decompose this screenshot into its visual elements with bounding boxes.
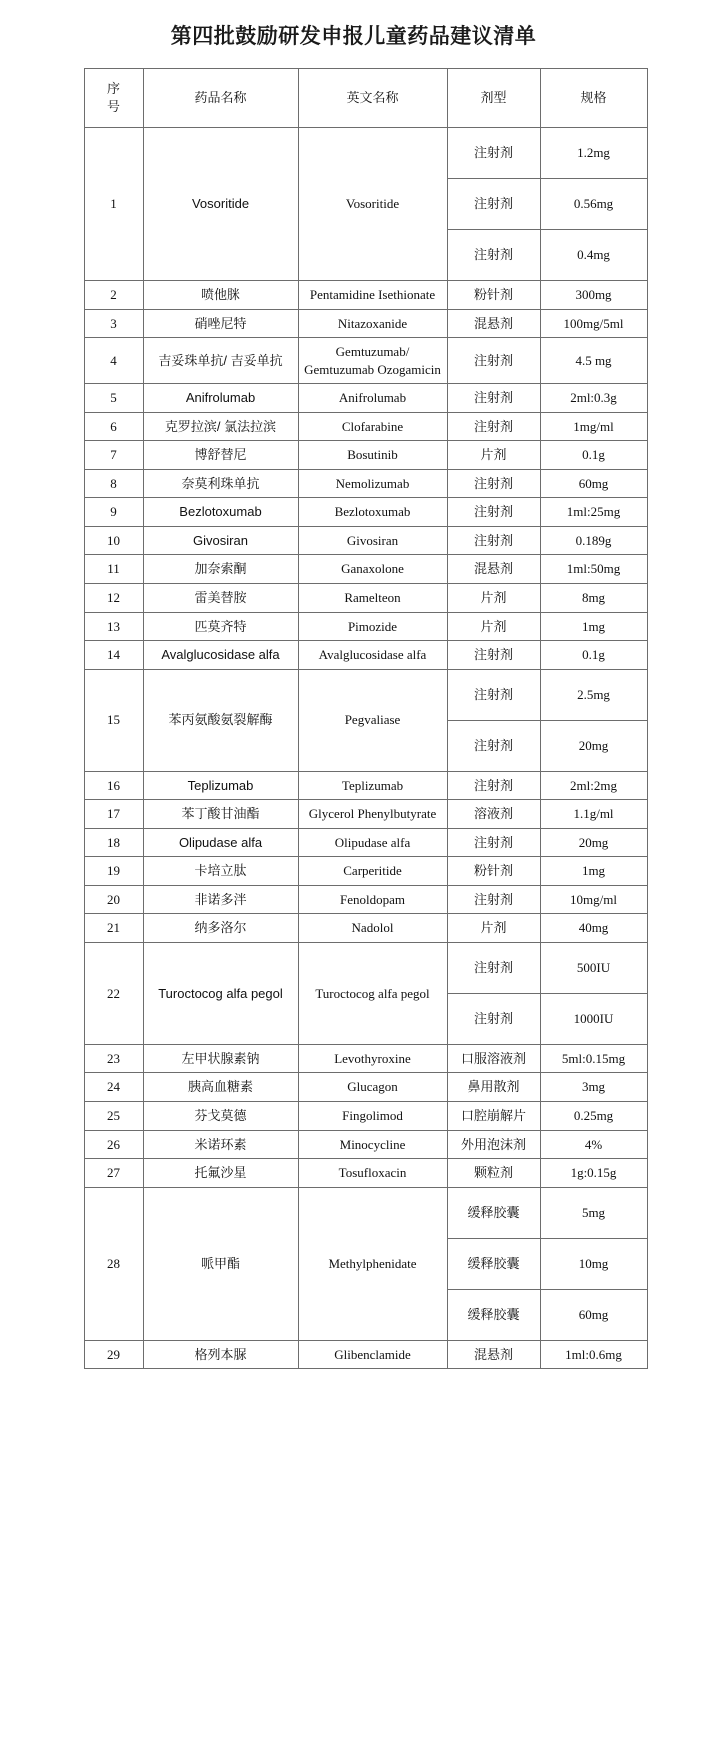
- cell-specification: 100mg/5ml: [540, 309, 647, 338]
- table-row: [84, 1073, 647, 1102]
- cell-cn-name: 博舒替尼: [143, 441, 298, 470]
- cell-cn-name: 哌甲酯: [143, 1187, 298, 1340]
- cell-dosage-form: 注射剂: [447, 526, 540, 555]
- cell-dosage-form: 缓释胶囊: [447, 1289, 540, 1340]
- cell-cn-name: 苯丁酸甘油酯: [143, 800, 298, 829]
- cell-en-name: Carperitide: [298, 857, 447, 886]
- cell-dosage-form: 缓释胶囊: [447, 1187, 540, 1238]
- cell-en-name: Nadolol: [298, 914, 447, 943]
- cell-specification: 300mg: [540, 281, 647, 310]
- column-header-no-line2: 号: [107, 99, 121, 114]
- cell-en-name: Givosiran: [298, 526, 447, 555]
- cell-dosage-form: 颗粒剂: [447, 1159, 540, 1188]
- cell-no: 22: [84, 942, 143, 1044]
- cell-dosage-form: 注射剂: [447, 720, 540, 771]
- cell-no: 6: [84, 412, 143, 441]
- cell-cn-name: 克罗拉滨/ 氯法拉滨: [143, 412, 298, 441]
- cell-cn-name: Turoctocog alfa pegol: [143, 942, 298, 1044]
- cell-specification: 20mg: [540, 720, 647, 771]
- cell-dosage-form: 注射剂: [447, 828, 540, 857]
- table-row: [84, 384, 647, 413]
- cell-dosage-form: 片剂: [447, 914, 540, 943]
- cell-specification: 0.189g: [540, 526, 647, 555]
- cell-no: 10: [84, 526, 143, 555]
- cell-cn-name: 米诺环素: [143, 1130, 298, 1159]
- cell-dosage-form: 注射剂: [447, 179, 540, 230]
- cell-en-name: Minocycline: [298, 1130, 447, 1159]
- cell-no: 16: [84, 771, 143, 800]
- table-row: [84, 584, 647, 613]
- table-header-row: [84, 69, 647, 128]
- cell-no: 19: [84, 857, 143, 886]
- cell-specification: 1.1g/ml: [540, 800, 647, 829]
- table-row: [84, 1340, 647, 1369]
- table-row: [84, 1159, 647, 1188]
- cell-no: 21: [84, 914, 143, 943]
- column-header-dosage-form: 剂型: [447, 69, 540, 128]
- cell-dosage-form: 片剂: [447, 584, 540, 613]
- cell-specification: 20mg: [540, 828, 647, 857]
- cell-no: 17: [84, 800, 143, 829]
- table-row: [84, 942, 647, 993]
- cell-cn-name: Avalglucosidase alfa: [143, 641, 298, 670]
- cell-specification: 1mg/ml: [540, 412, 647, 441]
- cell-cn-name: Olipudase alfa: [143, 828, 298, 857]
- cell-dosage-form: 外用泡沫剂: [447, 1130, 540, 1159]
- table-header: [84, 69, 647, 128]
- cell-dosage-form: 片剂: [447, 441, 540, 470]
- table-row: [84, 1044, 647, 1073]
- cell-no: 8: [84, 469, 143, 498]
- table-row: [84, 1102, 647, 1131]
- cell-specification: 2ml:2mg: [540, 771, 647, 800]
- cell-dosage-form: 注射剂: [447, 498, 540, 527]
- cell-cn-name: 加奈索酮: [143, 555, 298, 584]
- cell-no: 29: [84, 1340, 143, 1369]
- cell-specification: 1.2mg: [540, 128, 647, 179]
- cell-dosage-form: 鼻用散剂: [447, 1073, 540, 1102]
- table-row: [84, 309, 647, 338]
- cell-no: 9: [84, 498, 143, 527]
- cell-dosage-form: 注射剂: [447, 641, 540, 670]
- cell-no: 3: [84, 309, 143, 338]
- cell-no: 24: [84, 1073, 143, 1102]
- cell-en-name: Ramelteon: [298, 584, 447, 613]
- cell-dosage-form: 溶液剂: [447, 800, 540, 829]
- cell-dosage-form: 粉针剂: [447, 281, 540, 310]
- cell-specification: 10mg: [540, 1238, 647, 1289]
- cell-en-name: Bezlotoxumab: [298, 498, 447, 527]
- cell-specification: 4%: [540, 1130, 647, 1159]
- table-row: [84, 828, 647, 857]
- cell-dosage-form: 注射剂: [447, 338, 540, 384]
- cell-no: 11: [84, 555, 143, 584]
- cell-cn-name: 雷美替胺: [143, 584, 298, 613]
- cell-specification: 1000IU: [540, 993, 647, 1044]
- cell-specification: 4.5 mg: [540, 338, 647, 384]
- table-row: [84, 641, 647, 670]
- cell-dosage-form: 注射剂: [447, 230, 540, 281]
- cell-en-name: Pimozide: [298, 612, 447, 641]
- cell-specification: 0.56mg: [540, 179, 647, 230]
- cell-cn-name: 硝唑尼特: [143, 309, 298, 338]
- cell-cn-name: 喷他脒: [143, 281, 298, 310]
- cell-no: 12: [84, 584, 143, 613]
- cell-specification: 2.5mg: [540, 669, 647, 720]
- cell-cn-name: 托氟沙星: [143, 1159, 298, 1188]
- cell-specification: 0.1g: [540, 441, 647, 470]
- cell-no: 7: [84, 441, 143, 470]
- cell-specification: 60mg: [540, 469, 647, 498]
- cell-en-name: Methylphenidate: [298, 1187, 447, 1340]
- cell-cn-name: 芬戈莫德: [143, 1102, 298, 1131]
- cell-no: 4: [84, 338, 143, 384]
- cell-en-name: Glycerol Phenylbutyrate: [298, 800, 447, 829]
- cell-en-name: Nitazoxanide: [298, 309, 447, 338]
- cell-no: 2: [84, 281, 143, 310]
- cell-specification: 1ml:50mg: [540, 555, 647, 584]
- cell-specification: 1mg: [540, 612, 647, 641]
- cell-dosage-form: 注射剂: [447, 384, 540, 413]
- cell-en-name: Levothyroxine: [298, 1044, 447, 1073]
- table-row: [84, 885, 647, 914]
- cell-en-name: Pegvaliase: [298, 669, 447, 771]
- page-title: 第四批鼓励研发申报儿童药品建议清单: [170, 25, 537, 48]
- cell-cn-name: Anifrolumab: [143, 384, 298, 413]
- table-row: [84, 771, 647, 800]
- cell-dosage-form: 混悬剂: [447, 309, 540, 338]
- cell-specification: 0.4mg: [540, 230, 647, 281]
- cell-specification: 1ml:25mg: [540, 498, 647, 527]
- table-row: [84, 800, 647, 829]
- cell-dosage-form: 混悬剂: [447, 1340, 540, 1369]
- cell-en-name: Avalglucosidase alfa: [298, 641, 447, 670]
- cell-specification: 60mg: [540, 1289, 647, 1340]
- cell-no: 18: [84, 828, 143, 857]
- cell-dosage-form: 注射剂: [447, 993, 540, 1044]
- cell-en-name: Pentamidine Isethionate: [298, 281, 447, 310]
- table-row: [84, 555, 647, 584]
- cell-dosage-form: 口服溶液剂: [447, 1044, 540, 1073]
- cell-specification: 500IU: [540, 942, 647, 993]
- cell-specification: 0.1g: [540, 641, 647, 670]
- cell-en-name: Glibenclamide: [298, 1340, 447, 1369]
- cell-cn-name: 纳多洛尔: [143, 914, 298, 943]
- cell-no: 15: [84, 669, 143, 771]
- cell-en-name: Bosutinib: [298, 441, 447, 470]
- cell-specification: 1mg: [540, 857, 647, 886]
- cell-cn-name: 左甲状腺素钠: [143, 1044, 298, 1073]
- cell-en-name: Turoctocog alfa pegol: [298, 942, 447, 1044]
- cell-cn-name: Givosiran: [143, 526, 298, 555]
- cell-en-name: Vosoritide: [298, 128, 447, 281]
- table-row: [84, 441, 647, 470]
- cell-dosage-form: 注射剂: [447, 942, 540, 993]
- table-row: [84, 612, 647, 641]
- cell-cn-name: Teplizumab: [143, 771, 298, 800]
- cell-no: 14: [84, 641, 143, 670]
- column-header-cn-name: 药品名称: [143, 69, 298, 128]
- table-row: [84, 526, 647, 555]
- cell-cn-name: 胰高血糖素: [143, 1073, 298, 1102]
- table-row: [84, 1187, 647, 1238]
- cell-en-name: Clofarabine: [298, 412, 447, 441]
- cell-dosage-form: 注射剂: [447, 669, 540, 720]
- cell-dosage-form: 口腔崩解片: [447, 1102, 540, 1131]
- cell-cn-name: 非诺多泮: [143, 885, 298, 914]
- column-header-en-name: 英文名称: [298, 69, 447, 128]
- table-row: [84, 128, 647, 179]
- table-row: [84, 281, 647, 310]
- table-row: [84, 669, 647, 720]
- cell-en-name: Gemtuzumab/ Gemtuzumab Ozogamicin: [298, 338, 447, 384]
- cell-cn-name: 苯丙氨酸氨裂解酶: [143, 669, 298, 771]
- cell-no: 28: [84, 1187, 143, 1340]
- table-row: [84, 498, 647, 527]
- cell-no: 5: [84, 384, 143, 413]
- cell-no: 27: [84, 1159, 143, 1188]
- cell-specification: 1g:0.15g: [540, 1159, 647, 1188]
- cell-no: 1: [84, 128, 143, 281]
- cell-en-name: Nemolizumab: [298, 469, 447, 498]
- cell-cn-name: Vosoritide: [143, 128, 298, 281]
- table-row: [84, 338, 647, 384]
- cell-cn-name: 格列本脲: [143, 1340, 298, 1369]
- column-header-no: [84, 69, 143, 128]
- cell-specification: 10mg/ml: [540, 885, 647, 914]
- cell-dosage-form: 缓释胶囊: [447, 1238, 540, 1289]
- cell-en-name: Anifrolumab: [298, 384, 447, 413]
- cell-en-name: Glucagon: [298, 1073, 447, 1102]
- cell-en-name: Fingolimod: [298, 1102, 447, 1131]
- cell-specification: 2ml:0.3g: [540, 384, 647, 413]
- cell-specification: 0.25mg: [540, 1102, 647, 1131]
- cell-dosage-form: 片剂: [447, 612, 540, 641]
- drug-list-table-container: [84, 68, 624, 1369]
- cell-specification: 1ml:0.6mg: [540, 1340, 647, 1369]
- cell-no: 23: [84, 1044, 143, 1073]
- cell-cn-name: 卡培立肽: [143, 857, 298, 886]
- cell-en-name: Teplizumab: [298, 771, 447, 800]
- cell-dosage-form: 注射剂: [447, 771, 540, 800]
- column-header-no-line1: 序: [107, 81, 121, 97]
- cell-no: 26: [84, 1130, 143, 1159]
- cell-cn-name: Bezlotoxumab: [143, 498, 298, 527]
- cell-dosage-form: 注射剂: [447, 885, 540, 914]
- cell-dosage-form: 粉针剂: [447, 857, 540, 886]
- cell-en-name: Tosufloxacin: [298, 1159, 447, 1188]
- cell-dosage-form: 混悬剂: [447, 555, 540, 584]
- cell-en-name: Olipudase alfa: [298, 828, 447, 857]
- cell-specification: 3mg: [540, 1073, 647, 1102]
- cell-specification: 40mg: [540, 914, 647, 943]
- cell-dosage-form: 注射剂: [447, 412, 540, 441]
- cell-cn-name: 奈莫利珠单抗: [143, 469, 298, 498]
- column-header-specification: 规格: [540, 69, 647, 128]
- table-row: [84, 469, 647, 498]
- cell-specification: 5mg: [540, 1187, 647, 1238]
- cell-en-name: Fenoldopam: [298, 885, 447, 914]
- table-body: [84, 128, 647, 1369]
- table-row: [84, 1130, 647, 1159]
- cell-specification: 8mg: [540, 584, 647, 613]
- cell-en-name: Ganaxolone: [298, 555, 447, 584]
- table-row: [84, 857, 647, 886]
- table-row: [84, 412, 647, 441]
- cell-dosage-form: 注射剂: [447, 469, 540, 498]
- cell-no: 13: [84, 612, 143, 641]
- cell-no: 20: [84, 885, 143, 914]
- table-row: [84, 914, 647, 943]
- cell-dosage-form: 注射剂: [447, 128, 540, 179]
- cell-cn-name: 吉妥珠单抗/ 吉妥单抗: [143, 338, 298, 384]
- cell-no: 25: [84, 1102, 143, 1131]
- drug-list-table: [84, 68, 648, 1369]
- cell-specification: 5ml:0.15mg: [540, 1044, 647, 1073]
- cell-cn-name: 匹莫齐特: [143, 612, 298, 641]
